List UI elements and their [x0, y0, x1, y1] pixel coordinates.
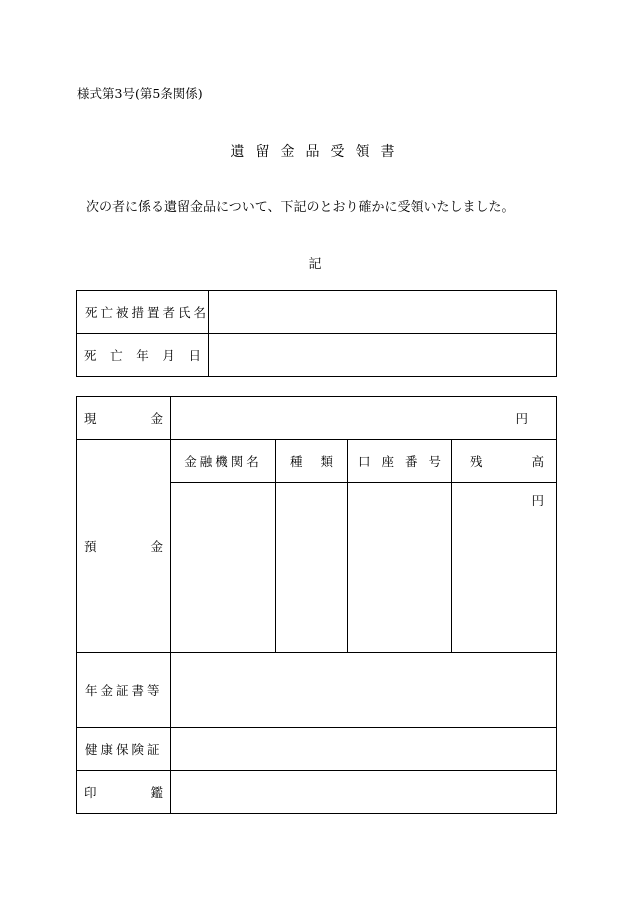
deceased-name-field[interactable] [209, 291, 557, 334]
form-number: 様式第3号(第5条関係) [77, 86, 203, 101]
deceased-info-table [76, 290, 557, 377]
seal-field[interactable] [171, 771, 557, 814]
type-field[interactable] [276, 483, 348, 653]
deposit-label: 預 金 [77, 440, 171, 653]
account-number-header: 口 座 番 号 [348, 440, 452, 483]
death-date-label: 死 亡 年 月 日 [77, 334, 209, 377]
insurance-row [77, 728, 557, 771]
balance-header: 残 高 [452, 440, 557, 483]
deceased-name-label: 死亡被措置者氏名 [77, 291, 209, 334]
ki-heading: 記 [308, 257, 322, 272]
yen-unit: 円 [531, 493, 544, 508]
pension-field[interactable] [171, 653, 557, 728]
bank-name-header: 金融機関名 [171, 440, 276, 483]
bank-name-field[interactable] [171, 483, 276, 653]
yen-unit: 円 [515, 411, 528, 426]
intro-text: 次の者に係る遺留金品について、下記のとおり確かに受領いたしました。 [86, 200, 515, 215]
death-date-field[interactable] [209, 334, 557, 377]
deposit-header-row [77, 440, 557, 483]
document-title: 遺留金品受領書 [230, 144, 406, 160]
account-number-field[interactable] [348, 483, 452, 653]
cash-amount-field[interactable] [171, 397, 557, 440]
seal-label: 印 鑑 [77, 771, 171, 814]
type-header: 種 類 [276, 440, 348, 483]
death-date-row [77, 334, 557, 377]
cash-row [77, 397, 557, 440]
cash-label: 現 金 [77, 397, 171, 440]
insurance-label: 健康保険証 [77, 728, 171, 771]
pension-label: 年金証書等 [77, 653, 171, 728]
belongings-table [76, 396, 557, 814]
insurance-field[interactable] [171, 728, 557, 771]
pension-row [77, 653, 557, 728]
balance-field[interactable] [452, 483, 557, 653]
deceased-name-row [77, 291, 557, 334]
seal-row [77, 771, 557, 814]
